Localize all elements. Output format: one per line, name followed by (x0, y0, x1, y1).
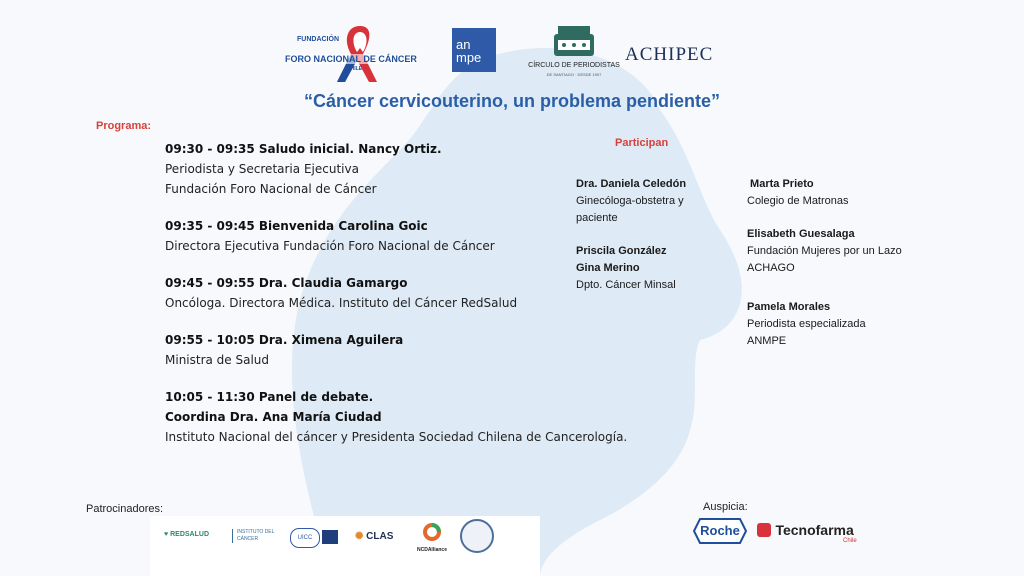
participants-label: Participan (615, 137, 669, 149)
program-item-line: Oncóloga. Directora Médica. Instituto del Cáncer RedSalud (165, 296, 518, 310)
program-item (165, 330, 645, 370)
program-item-line: Periodista y Secretaria Ejecutiva (165, 162, 359, 176)
anmpe-logo (452, 28, 496, 72)
uicc-badge (322, 530, 338, 544)
participant-role: Fundación Mujeres por un Lazo (747, 245, 902, 257)
program-item (165, 387, 645, 447)
roche-text: Roche (700, 523, 740, 538)
participant-role: Colegio de Matronas (747, 195, 849, 207)
tecnofarma-logo (757, 521, 857, 544)
participant-role: ANMPE (747, 335, 787, 347)
participant-role: Periodista especializada (747, 318, 866, 330)
auspicia-label: Auspicia: (703, 501, 748, 513)
participant (747, 299, 967, 350)
redsalud-logo (164, 531, 209, 538)
achipec-text: ACHIPEC (625, 44, 714, 65)
participant-name: Priscila González (576, 245, 667, 257)
participant (747, 226, 967, 277)
tecnofarma-icon (757, 523, 771, 537)
participant-name: Pamela Morales (747, 301, 831, 313)
instituto-cancer-logo: INSTITUTO DEL CÁNCER (232, 529, 287, 543)
uicc-logo (290, 528, 320, 548)
society-seal-logo (460, 519, 494, 553)
participant-role: Dpto. Cáncer Minsal (576, 279, 676, 291)
participant-name: Dra. Daniela Celedón (576, 178, 687, 190)
achipec-logo (625, 44, 725, 74)
typewriter-icon (528, 22, 620, 62)
circulo-periodistas-logo (528, 22, 620, 80)
program-item-title: 09:45 - 09:55 Dra. Claudia Gamargo (165, 276, 408, 290)
participant-name: Elisabeth Guesalaga (747, 228, 855, 240)
program-item-title: 09:55 - 10:05 Dra. Ximena Aguilera (165, 333, 404, 347)
header-logos (280, 16, 740, 86)
participants-left-column (576, 176, 726, 310)
program-item-line: Instituto Nacional del cáncer y Presidenta Sociedad Chilena de Cancerología. (165, 430, 628, 444)
program-item-title: 09:30 - 09:35 Saludo inicial. Nancy Ortiz. (165, 142, 442, 156)
program-item-coordinator: Coordina Dra. Ana María Ciudad (165, 410, 382, 424)
circulo-line1: CÍRCULO DE PERIODISTAS (528, 62, 620, 69)
participant (576, 176, 726, 227)
tecnofarma-subtext: Chile (843, 538, 857, 544)
program-item-title: 09:35 - 09:45 Bienvenida Carolina Goic (165, 219, 428, 233)
participant-role: paciente (576, 212, 618, 224)
circulo-line2: DE SANTIAGO · DESDE 1907 (546, 72, 602, 77)
program-item (165, 273, 645, 313)
program-item (165, 216, 645, 256)
foro-line3: CHILE (347, 66, 362, 72)
redsalud-text: REDSALUD (170, 531, 209, 538)
sun-icon: ✺ (355, 531, 364, 542)
ribbon-icon (285, 22, 435, 84)
clas-text: CLAS (366, 531, 394, 542)
foro-nacional-logo (285, 22, 435, 84)
tecnofarma-text: Tecnofarma (775, 521, 854, 538)
ncd-alliance-logo (412, 522, 452, 553)
clas-logo (355, 531, 393, 542)
uicc-text: UICC (297, 535, 313, 541)
ncd-ring-icon (422, 522, 442, 542)
event-title: “Cáncer cervicouterino, un problema pendiente” (303, 91, 721, 111)
foro-line2: FORO NACIONAL DE CÁNCER (285, 54, 417, 64)
foro-line1: FUNDACIÓN (297, 36, 339, 43)
program-item-title: 10:05 - 11:30 Panel de debate. (165, 390, 374, 404)
participant (747, 176, 967, 210)
program-item-line: Fundación Foro Nacional de Cáncer (165, 182, 377, 196)
participant (576, 243, 726, 294)
participant-role: ACHAGO (747, 262, 795, 274)
ncd-text: NCDAlliance (416, 547, 447, 553)
sponsors-label: Patrocinadores: (86, 503, 164, 515)
program-schedule (165, 139, 645, 464)
participant-name: Gina Merino (576, 262, 640, 274)
participant-name: Marta Prieto (747, 178, 814, 190)
heart-icon: ♥ (164, 531, 169, 538)
program-item (165, 139, 645, 199)
roche-logo (692, 517, 748, 545)
participants-right-column (747, 176, 967, 366)
program-item-line: Ministra de Salud (165, 353, 270, 367)
participant-role: Ginecóloga-obstetra y (576, 195, 684, 207)
program-label: Programa: (96, 120, 152, 132)
anmpe-text: an mpe (456, 37, 482, 65)
program-item-line: Directora Ejecutiva Fundación Foro Nacional de Cáncer (165, 239, 495, 253)
sponsors-logos (150, 516, 540, 576)
